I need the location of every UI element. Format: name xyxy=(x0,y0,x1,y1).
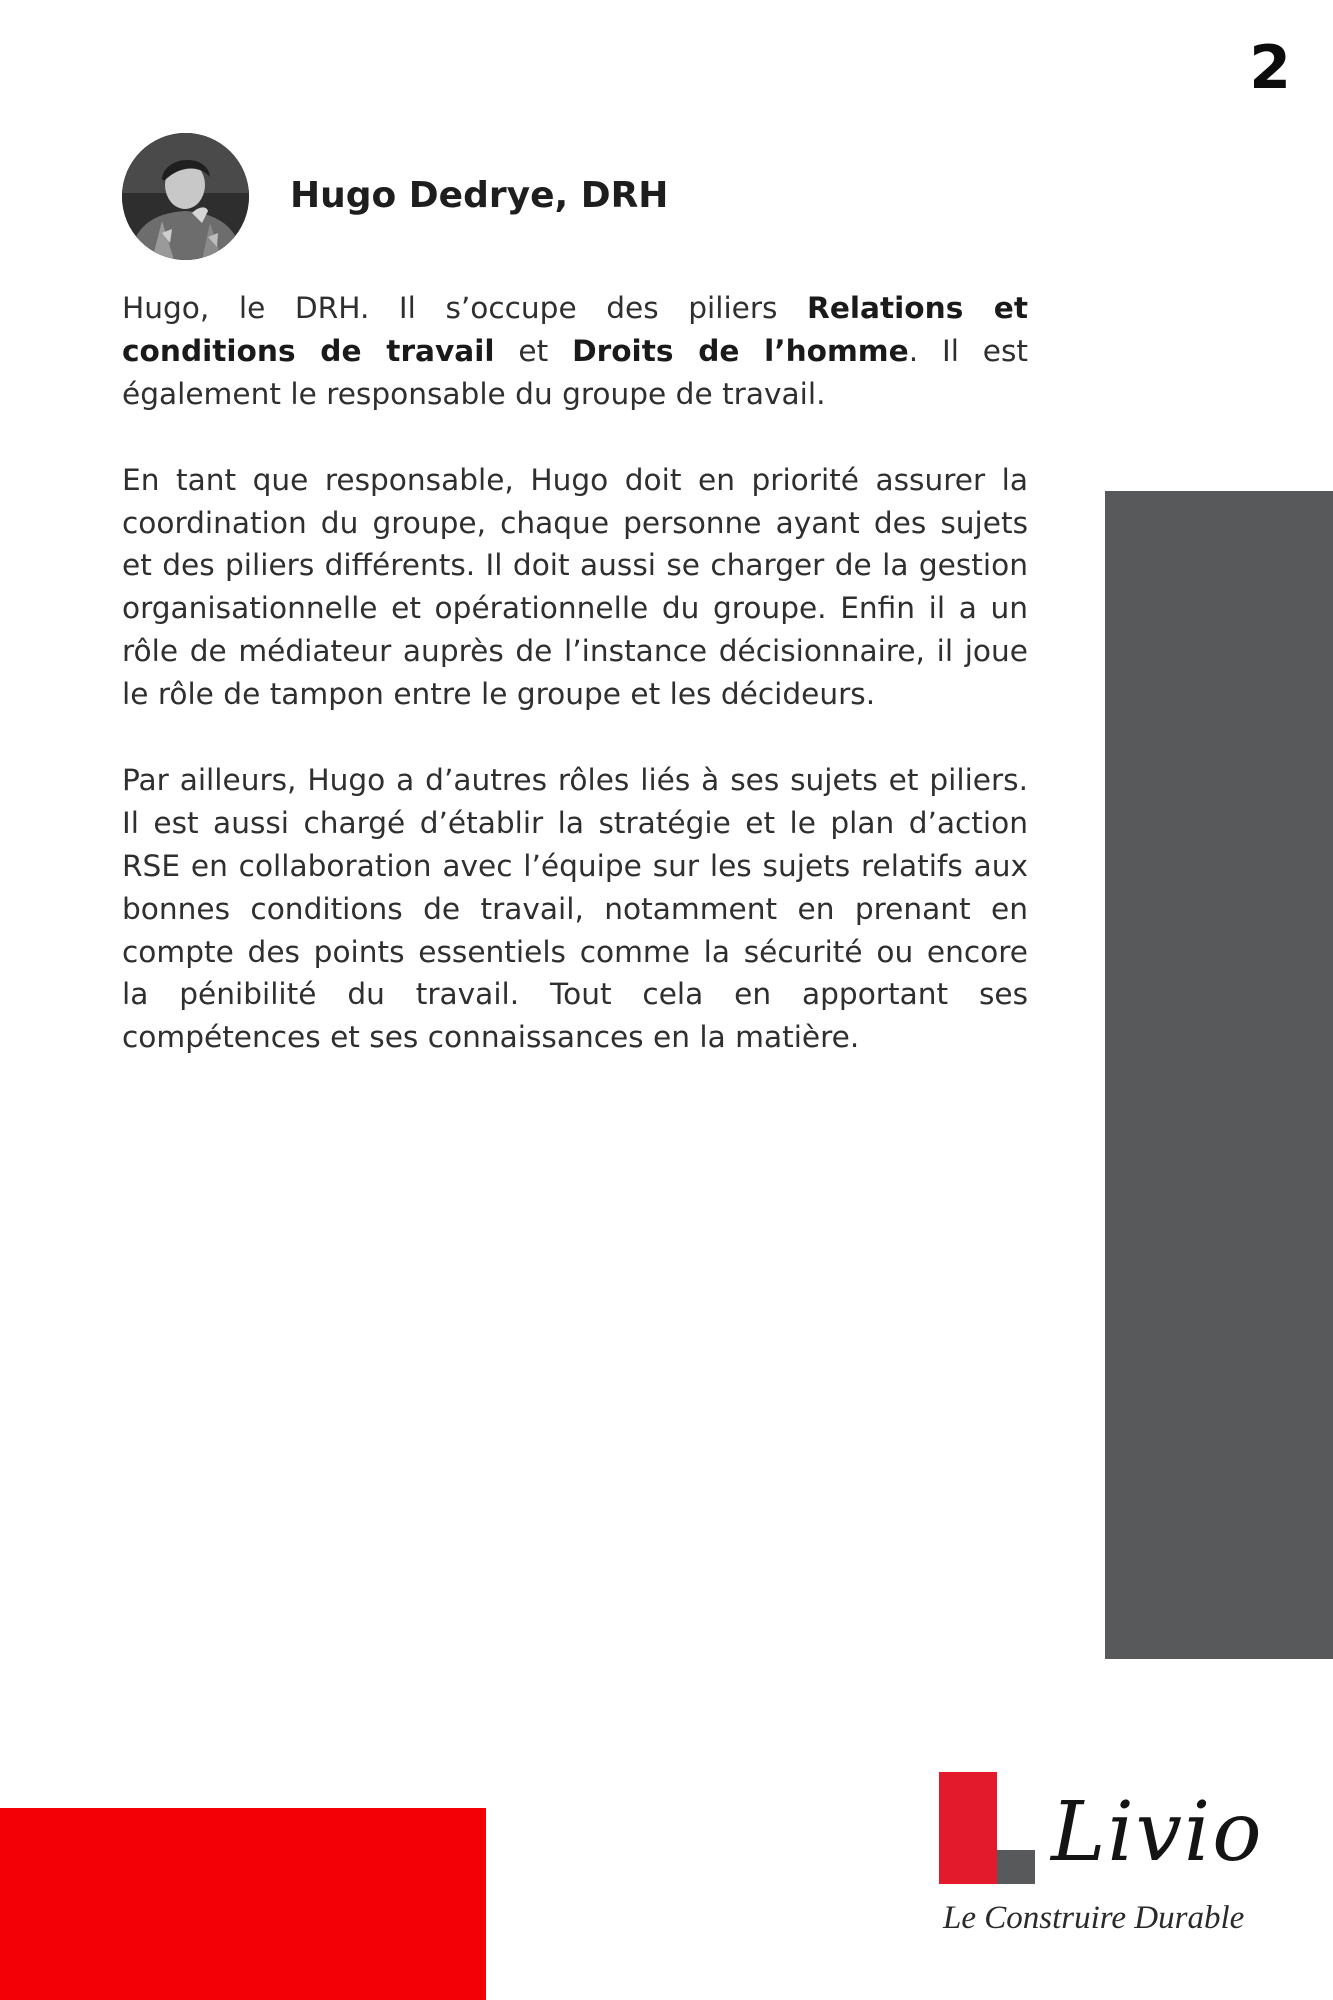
page-number: 2 xyxy=(1249,33,1291,103)
paragraph-1-text-a: Hugo, le DRH. Il s’occupe des piliers xyxy=(122,291,808,325)
livio-logo xyxy=(939,1772,1299,1942)
paragraph-1-text-b: et xyxy=(494,333,573,368)
decorative-grey-bar xyxy=(1105,491,1333,1659)
decorative-red-bar xyxy=(0,1808,486,2000)
pillar-relations-conditions: Relations et conditions de travail xyxy=(122,291,1028,368)
pillar-droits-homme: Droits de l’homme xyxy=(572,333,909,368)
paragraph-3: Par ailleurs, Hugo a d’autres rôles liés à ses sujets et piliers. Il est aussi chargé d’établir la stratégie et le plan d’action RSE en collaboration avec l’équipe sur les sujets relatifs aux bonnes conditions de travail, notamment en prenant en compte des points essentiels comme la sécurité ou encore la pénibilité du travail. Tout cela en apportant ses compétences et ses connaissances en la matière. xyxy=(122,762,1028,1055)
logo-mark-grey-shape xyxy=(997,1850,1035,1884)
logo-mark-red-shape xyxy=(939,1772,997,1884)
author-name: Hugo Dedrye, DRH xyxy=(290,175,669,216)
article-body xyxy=(122,287,1028,1102)
person-portrait-icon xyxy=(122,133,249,260)
logo-wordmark: Livio xyxy=(1051,1785,1264,1880)
logo-tagline: Le Construire Durable xyxy=(943,1900,1245,1936)
paragraph-1 xyxy=(122,287,1028,416)
paragraph-1-text-c: . Il est également le responsable du groupe de travail. xyxy=(122,333,1028,411)
paragraph-2: En tant que responsable, Hugo doit en priorité assurer la coordination du groupe, chaque personne ayant des sujets et des piliers différents. Il doit aussi se charger de la gestion organisationnelle et opérationnelle du groupe. Enfin il a un rôle de médiateur auprès de l’instance décisionnaire, il joue le rôle de tampon entre le groupe et les décideurs. xyxy=(122,462,1028,712)
